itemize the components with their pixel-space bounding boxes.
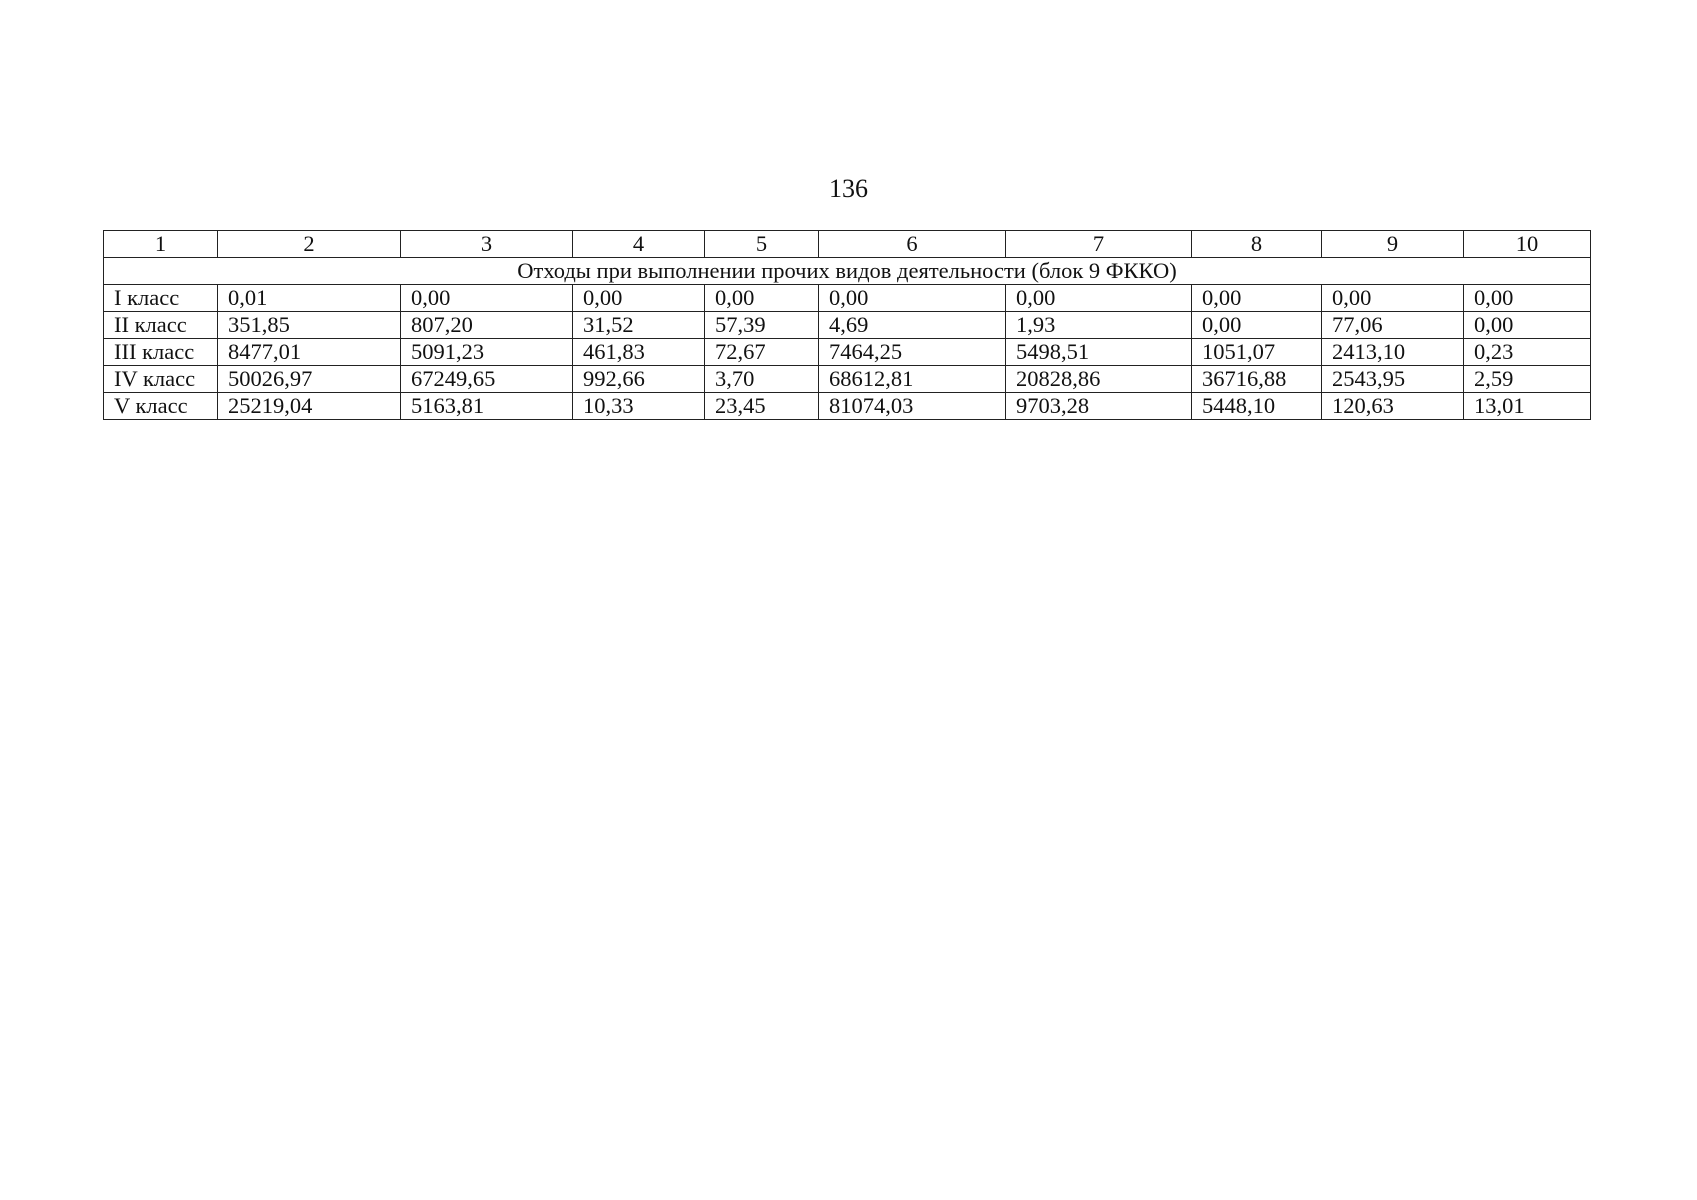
table-cell: 25219,04	[218, 393, 401, 420]
table-cell: 2413,10	[1322, 339, 1464, 366]
column-number: 7	[1006, 231, 1192, 258]
table-row	[104, 285, 1591, 312]
column-number: 9	[1322, 231, 1464, 258]
table-cell: 807,20	[401, 312, 573, 339]
table-cell: 4,69	[819, 312, 1006, 339]
table-cell: 0,00	[819, 285, 1006, 312]
table-cell: 1,93	[1006, 312, 1192, 339]
column-number-row	[104, 231, 1591, 258]
table-cell: 0,00	[1192, 285, 1322, 312]
table-cell: 7464,25	[819, 339, 1006, 366]
table-cell: 10,33	[573, 393, 705, 420]
table-cell: 68612,81	[819, 366, 1006, 393]
column-number: 4	[573, 231, 705, 258]
table-cell: 0,00	[1006, 285, 1192, 312]
page-number: 136	[829, 174, 868, 203]
row-label: IV класс	[104, 366, 218, 393]
table-row	[104, 339, 1591, 366]
table-cell: 57,39	[705, 312, 819, 339]
row-label: I класс	[104, 285, 218, 312]
column-number: 1	[104, 231, 218, 258]
table-cell: 3,70	[705, 366, 819, 393]
table-cell: 0,23	[1464, 339, 1591, 366]
table-row	[104, 393, 1591, 420]
table-cell: 2543,95	[1322, 366, 1464, 393]
column-number: 10	[1464, 231, 1591, 258]
table-row	[104, 312, 1591, 339]
row-label: V класс	[104, 393, 218, 420]
table-cell: 36716,88	[1192, 366, 1322, 393]
table-cell: 0,01	[218, 285, 401, 312]
table-cell: 31,52	[573, 312, 705, 339]
table-row	[104, 366, 1591, 393]
table-cell: 0,00	[401, 285, 573, 312]
column-number: 5	[705, 231, 819, 258]
column-number: 8	[1192, 231, 1322, 258]
table-cell: 67249,65	[401, 366, 573, 393]
row-label: III класс	[104, 339, 218, 366]
table-cell: 351,85	[218, 312, 401, 339]
column-number: 6	[819, 231, 1006, 258]
table-cell: 461,83	[573, 339, 705, 366]
table-cell: 120,63	[1322, 393, 1464, 420]
table-cell: 0,00	[1322, 285, 1464, 312]
table-cell: 5163,81	[401, 393, 573, 420]
section-title-row	[104, 258, 1591, 285]
row-label: II класс	[104, 312, 218, 339]
table-cell: 50026,97	[218, 366, 401, 393]
column-number: 3	[401, 231, 573, 258]
table-cell: 5091,23	[401, 339, 573, 366]
table-cell: 72,67	[705, 339, 819, 366]
table-cell: 2,59	[1464, 366, 1591, 393]
table-cell: 5448,10	[1192, 393, 1322, 420]
table-cell: 0,00	[1464, 312, 1591, 339]
table-cell: 8477,01	[218, 339, 401, 366]
table-cell: 20828,86	[1006, 366, 1192, 393]
table-cell: 9703,28	[1006, 393, 1192, 420]
waste-class-table	[103, 230, 1591, 420]
table-cell: 0,00	[573, 285, 705, 312]
table-cell: 77,06	[1322, 312, 1464, 339]
section-title: Отходы при выполнении прочих видов деятельности (блок 9 ФККО)	[104, 258, 1591, 285]
table-cell: 0,00	[705, 285, 819, 312]
table-cell: 0,00	[1464, 285, 1591, 312]
table-cell: 5498,51	[1006, 339, 1192, 366]
table-cell: 0,00	[1192, 312, 1322, 339]
table-cell: 13,01	[1464, 393, 1591, 420]
table-cell: 1051,07	[1192, 339, 1322, 366]
table-cell: 992,66	[573, 366, 705, 393]
table-cell: 23,45	[705, 393, 819, 420]
table-cell: 81074,03	[819, 393, 1006, 420]
column-number: 2	[218, 231, 401, 258]
